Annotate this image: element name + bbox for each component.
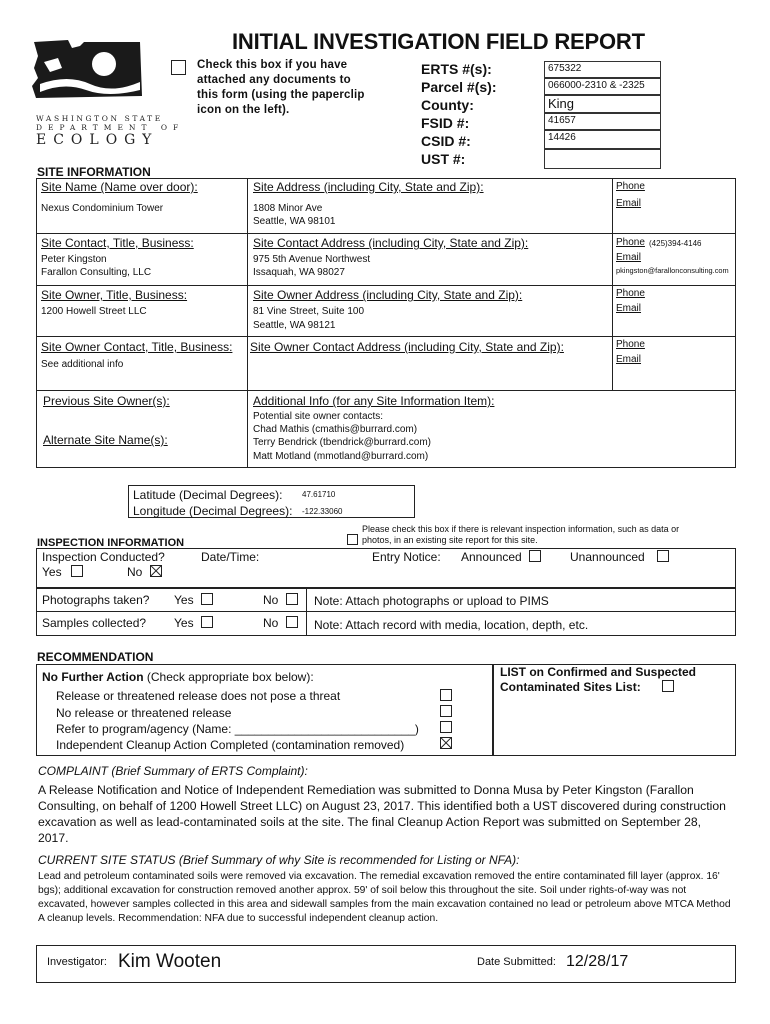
attached-documents-checkbox[interactable] [171, 60, 186, 75]
relevant-info-note-1: Please check this box if there is relevant inspection information, such as data or [362, 524, 680, 534]
nfa-option-3: Refer to program/agency (Name: ___________________________) [56, 722, 419, 736]
inspection-no-label: No [127, 565, 143, 579]
latitude-field[interactable]: 47.61710 [302, 490, 336, 499]
status-label: CURRENT SITE STATUS (Brief Summary of why Site is recommended for Listing or NFA): [38, 853, 520, 867]
erts-label: ERTS #(s): [421, 61, 492, 77]
county-label: County: [421, 97, 474, 113]
additional-info-line2[interactable]: Chad Mathis (cmathis@burrard.com) [253, 424, 418, 435]
announced-checkbox[interactable] [529, 550, 541, 562]
site-contact-label: Site Contact, Title, Business: [41, 236, 194, 250]
erts-field[interactable]: 675322 [544, 61, 661, 78]
date-submitted-label: Date Submitted: [477, 956, 556, 968]
inspection-conducted-label: Inspection Conducted? [42, 550, 165, 564]
site-contact-address-line2[interactable]: Issaquah, WA 98027 [253, 267, 345, 278]
longitude-label: Longitude (Decimal Degrees): [133, 504, 293, 518]
owner-phone-label: Phone [616, 288, 645, 299]
attach-note: Check this box if you have attached any documents to this form (using the paperclip icon on the left). [197, 59, 365, 116]
nfa-option-4: Independent Cleanup Action Completed (contamination removed) [56, 738, 405, 752]
site-address-line2[interactable]: Seattle, WA 98101 [253, 216, 336, 227]
alternate-name-label: Alternate Site Name(s): [43, 433, 168, 447]
site-owner-contact-label: Site Owner Contact, Title, Business: [41, 340, 233, 354]
announced-label: Announced [461, 550, 522, 564]
site-email-label: Email [616, 198, 642, 209]
county-field[interactable]: King [544, 95, 661, 113]
previous-owner-label: Previous Site Owner(s): [43, 394, 170, 408]
longitude-field[interactable]: -122.33060 [302, 507, 343, 516]
site-owner-address-label: Site Owner Address (including City, State and Zip): [253, 288, 523, 302]
site-contact-address-line1[interactable]: 975 5th Avenue Northwest [253, 254, 371, 265]
unannounced-checkbox[interactable] [657, 550, 669, 562]
list-checkbox[interactable] [662, 680, 674, 692]
photos-no-label: No [263, 593, 279, 607]
contact-phone-label: Phone [616, 237, 645, 248]
relevant-info-checkbox[interactable] [347, 534, 358, 545]
site-owner-contact-address-label: Site Owner Contact Address (including City, State and Zip): [250, 340, 564, 354]
ust-label: UST #: [421, 151, 466, 167]
nfa-rest: (Check appropriate box below): [143, 670, 314, 684]
nfa-option-2-checkbox[interactable] [440, 705, 452, 717]
nfa-option-3-checkbox[interactable] [440, 721, 452, 733]
nfa-option-1: Release or threatened release does not pose a threat [56, 689, 341, 703]
date-submitted-field[interactable]: 12/28/17 [566, 953, 629, 970]
complaint-label: COMPLAINT (Brief Summary of ERTS Complaint): [38, 764, 308, 778]
logo-line3: ECOLOGY [36, 132, 159, 148]
site-name-field[interactable]: Nexus Condominium Tower [41, 203, 164, 214]
photos-yes-label: Yes [174, 593, 194, 607]
site-phone-label: Phone [616, 181, 645, 192]
csid-label: CSID #: [421, 133, 471, 149]
photos-yes-checkbox[interactable] [201, 593, 213, 605]
date-time-label: Date/Time: [201, 550, 260, 564]
samples-no-label: No [263, 616, 279, 630]
relevant-info-note-2: photos, in an existing site report for this site. [362, 535, 538, 545]
additional-info-line1[interactable]: Potential site owner contacts: [253, 411, 384, 422]
contact-email-field[interactable]: pkingston@farallonconsulting.com [616, 266, 729, 275]
samples-note: Note: Attach record with media, location, depth, etc. [314, 618, 589, 632]
list-label-line2: Contaminated Sites List: [500, 680, 641, 694]
site-owner-label: Site Owner, Title, Business: [41, 288, 188, 302]
nfa-option-4-checkbox[interactable] [440, 737, 452, 749]
samples-no-checkbox[interactable] [286, 616, 298, 628]
inspection-yes-label: Yes [42, 565, 62, 579]
parcel-field[interactable]: 066000-2310 & -2325 [544, 78, 661, 95]
site-owner-address-line2[interactable]: Seattle, WA 98121 [253, 320, 336, 331]
additional-info-line3[interactable]: Terry Bendrick (tbendrick@burrard.com) [253, 437, 431, 448]
owner-email-label: Email [616, 303, 642, 314]
site-contact-address-label: Site Contact Address (including City, State and Zip): [253, 236, 529, 250]
samples-yes-checkbox[interactable] [201, 616, 213, 628]
site-name-label: Site Name (Name over door): [41, 180, 198, 194]
site-contact-line2[interactable]: Farallon Consulting, LLC [41, 267, 152, 278]
nfa-option-1-checkbox[interactable] [440, 689, 452, 701]
inspection-no-checkbox[interactable] [150, 565, 162, 577]
additional-info-line4[interactable]: Matt Motland (mmotland@burrard.com) [253, 451, 429, 462]
site-owner-address-line1[interactable]: 81 Vine Street, Suite 100 [253, 306, 365, 317]
investigator-field[interactable]: Kim Wooten [118, 951, 222, 972]
complaint-text[interactable]: A Release Notification and Notice of Independent Remediation was submitted to Donna Musa by Peter Kingston (Farallon Consulting, on behalf of 1200 Howell Street LLC) on August 23, 2017. This identified both a UST discovered during construction excavation as well as lead-contaminated soils at the site. The final Cleanup Action Report was submitted on September 28, 2017. [38, 783, 726, 845]
site-address-line1[interactable]: 1808 Minor Ave [253, 203, 323, 214]
nfa-option-2: No release or threatened release [56, 706, 232, 720]
unannounced-label: Unannounced [570, 550, 645, 564]
investigator-label: Investigator: [47, 956, 107, 968]
status-text[interactable]: Lead and petroleum contaminated soils were removed via excavation. The remedial excavation removed the entire contaminated fill layer (approx. 16' bgs); additional excavation for construction removed another approx. 59' of soil below this throughout the site. Soil under rights-of-way was not excavated, however samples collected in this area and sidewall samples from the main excavation contained no lead or petroleum above MTCA Method A cleanup levels. Recommendation: NFA due to successful independent cleanup action. [38, 871, 731, 924]
list-label-line1: LIST on Confirmed and Suspected [500, 665, 697, 679]
washington-state-map-icon [28, 38, 146, 108]
logo-line2: DEPARTMENT OF [36, 123, 185, 132]
samples-yes-label: Yes [174, 616, 194, 630]
owner-contact-email-label: Email [616, 354, 642, 365]
nfa-label [42, 670, 314, 684]
logo-line1: WASHINGTON STATE [36, 114, 163, 123]
inspection-yes-checkbox[interactable] [71, 565, 83, 577]
recommendation-heading: RECOMMENDATION [37, 650, 154, 664]
fsid-label: FSID #: [421, 115, 470, 131]
photos-no-checkbox[interactable] [286, 593, 298, 605]
site-owner-field[interactable]: 1200 Howell Street LLC [41, 306, 147, 317]
site-contact-line1[interactable]: Peter Kingston [41, 254, 107, 265]
parcel-label: Parcel #(s): [421, 79, 497, 95]
csid-field[interactable]: 14426 [544, 130, 661, 149]
ecology-logo [28, 38, 185, 148]
contact-phone-field[interactable]: (425)394-4146 [649, 239, 702, 248]
contact-email-label: Email [616, 252, 642, 263]
photos-note: Note: Attach photographs or upload to PIMS [314, 594, 549, 608]
page-title: INITIAL INVESTIGATION FIELD REPORT [232, 29, 645, 54]
nfa-bold: No Further Action [42, 670, 144, 684]
site-info-heading: SITE INFORMATION [37, 165, 151, 179]
owner-contact-phone-label: Phone [616, 339, 645, 350]
fsid-field[interactable]: 41657 [544, 113, 661, 130]
inspection-heading: INSPECTION INFORMATION [37, 537, 185, 549]
additional-info-label: Additional Info (for any Site Information Item): [253, 394, 495, 408]
latitude-label: Latitude (Decimal Degrees): [133, 488, 283, 502]
ust-field[interactable] [544, 149, 661, 169]
site-owner-contact-field[interactable]: See additional info [41, 359, 124, 370]
photos-label: Photographs taken? [42, 593, 150, 607]
entry-notice-label: Entry Notice: [372, 550, 441, 564]
site-address-label: Site Address (including City, State and Zip): [253, 180, 484, 194]
samples-label: Samples collected? [42, 616, 147, 630]
